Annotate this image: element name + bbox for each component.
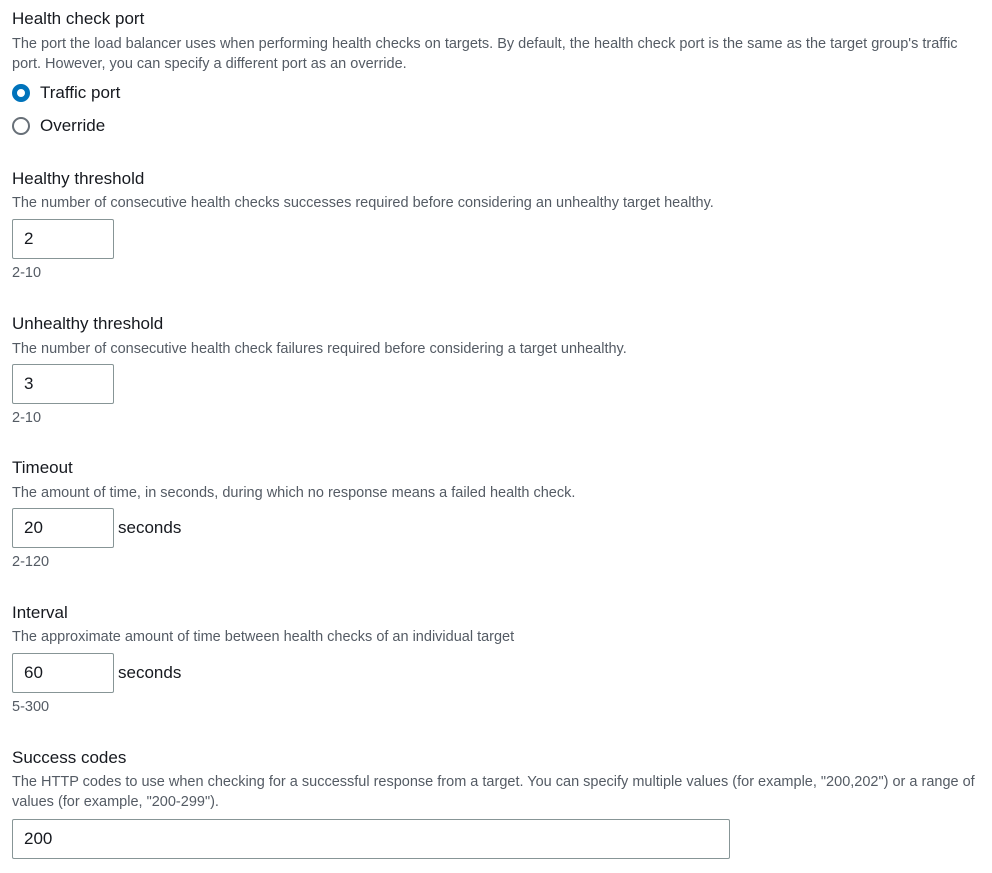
timeout-unit: seconds <box>118 518 182 537</box>
interval-unit: seconds <box>118 663 182 682</box>
override-radio-label[interactable]: Override <box>40 116 106 135</box>
unhealthy-threshold-input[interactable] <box>12 364 114 404</box>
health-check-port-description: The port the load balancer uses when performing health checks on targets. By default, the health check port is the same as the target group's traffic port. However, you can specify a different port as an override. <box>12 36 958 72</box>
healthy-threshold-constraint: 2-10 <box>12 265 42 281</box>
timeout-constraint: 2-120 <box>12 554 50 570</box>
timeout-input[interactable] <box>12 508 114 548</box>
traffic-port-radio-label[interactable]: Traffic port <box>40 83 121 102</box>
override-radio[interactable] <box>12 117 30 135</box>
interval-label: Interval <box>12 603 68 622</box>
timeout-label: Timeout <box>12 458 73 477</box>
unhealthy-threshold-constraint: 2-10 <box>12 410 42 426</box>
success-codes-label: Success codes <box>12 748 127 767</box>
interval-description: The approximate amount of time between health checks of an individual target <box>12 629 515 645</box>
timeout-description: The amount of time, in seconds, during which no response means a failed health check. <box>12 485 576 501</box>
interval-constraint: 5-300 <box>12 699 50 715</box>
healthy-threshold-input[interactable] <box>12 219 114 259</box>
unhealthy-threshold-label: Unhealthy threshold <box>12 314 164 333</box>
healthy-threshold-description: The number of consecutive health checks successes required before considering an unhealthy target healthy. <box>12 195 714 211</box>
traffic-port-radio[interactable] <box>12 84 30 102</box>
health-check-port-label: Health check port <box>12 9 145 28</box>
unhealthy-threshold-description: The number of consecutive health check failures required before considering a target unhealthy. <box>12 341 627 357</box>
healthy-threshold-label: Healthy threshold <box>12 169 145 188</box>
success-codes-description: The HTTP codes to use when checking for a successful response from a target. You can specify multiple values (for example, "200,202") or a range of values (for example, "200-299"). <box>12 774 975 810</box>
interval-input[interactable] <box>12 653 114 693</box>
success-codes-input[interactable] <box>12 819 730 859</box>
